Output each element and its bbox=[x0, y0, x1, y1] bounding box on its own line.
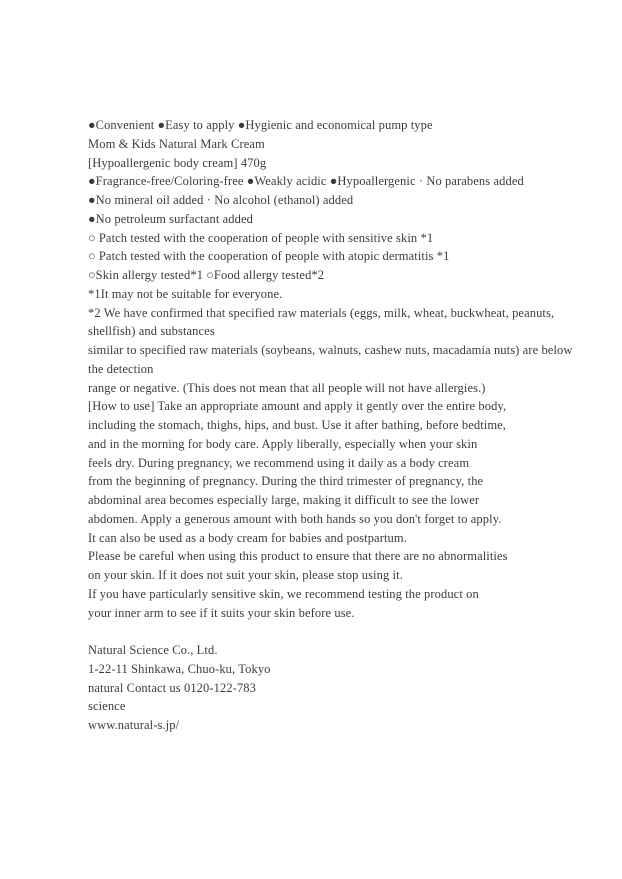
text-line bbox=[88, 679, 534, 698]
text-line bbox=[88, 641, 534, 660]
text-line bbox=[88, 622, 534, 641]
text-line bbox=[88, 304, 555, 323]
text-line-content: ○Skin allergy tested*1 ○Food allergy tested*2 bbox=[88, 268, 325, 282]
text-line bbox=[88, 716, 534, 735]
text-line bbox=[88, 247, 534, 266]
text-line-content: [Hypoallergenic body cream] 470g bbox=[88, 155, 267, 170]
text-line-content: Natural Science Co., Ltd. bbox=[88, 643, 218, 657]
text-line-content: similar to specified raw materials (soybeans, walnuts, cashew nuts, macadamia nuts) are below bbox=[88, 343, 573, 357]
text-line bbox=[88, 491, 534, 510]
text-line bbox=[88, 547, 534, 566]
document-body bbox=[88, 116, 573, 735]
text-line bbox=[88, 472, 534, 491]
text-line bbox=[88, 154, 534, 173]
text-line-content: *1It may not be suitable for everyone. bbox=[88, 286, 283, 301]
text-line-content: ○ Patch tested with the cooperation of people with sensitive skin *1 bbox=[88, 230, 434, 245]
text-line bbox=[88, 566, 534, 585]
text-line bbox=[88, 360, 534, 379]
text-line bbox=[88, 397, 534, 416]
text-line bbox=[88, 697, 534, 716]
text-line bbox=[88, 416, 534, 435]
text-line bbox=[88, 229, 534, 248]
text-line bbox=[88, 191, 534, 210]
text-line bbox=[88, 266, 534, 285]
text-line-content: abdominal area becomes especially large, making it difficult to see the lower bbox=[88, 493, 480, 507]
text-line bbox=[88, 435, 534, 454]
text-line-content: It can also be used as a body cream for babies and postpartum. bbox=[88, 530, 407, 545]
text-line-content: ●Convenient ●Easy to apply ●Hygienic and economical pump type bbox=[88, 118, 433, 132]
text-line-content: from the beginning of pregnancy. During the third trimester of pregnancy, the bbox=[88, 474, 484, 489]
text-line-content: your inner arm to see if it suits your skin before use. bbox=[88, 605, 355, 620]
text-line-content: shellfish) and substances bbox=[88, 324, 215, 339]
text-line bbox=[88, 135, 534, 154]
text-line-content: range or negative. (This does not mean that all people will not have allergies.) bbox=[88, 380, 486, 395]
text-line-content: www.natural-s.jp/ bbox=[88, 718, 180, 732]
text-line-content: including the stomach, thighs, hips, and bust. Use it after bathing, before bedtime, bbox=[88, 418, 507, 432]
text-line-content: the detection bbox=[88, 361, 154, 376]
text-line bbox=[88, 116, 534, 135]
text-line-content: natural Contact us 0120-122-783 bbox=[88, 680, 256, 695]
text-line-content: science bbox=[88, 699, 126, 714]
text-line-content: feels dry. During pregnancy, we recommend using it daily as a body cream bbox=[88, 455, 470, 470]
text-line-content: Mom & Kids Natural Mark Cream bbox=[88, 136, 265, 151]
text-line-content: abdomen. Apply a generous amount with both hands so you don't forget to apply. bbox=[88, 511, 502, 526]
text-line-content: [How to use] Take an appropriate amount and apply it gently over the entire body, bbox=[88, 399, 507, 414]
text-line bbox=[88, 510, 534, 529]
text-line bbox=[88, 210, 534, 229]
text-line-content: *2 We have confirmed that specified raw materials (eggs, milk, wheat, buckwheat, peanuts, bbox=[88, 305, 555, 320]
text-line bbox=[88, 529, 534, 548]
text-line bbox=[88, 341, 573, 360]
text-line-content: 1-22-11 Shinkawa, Chuo-ku, Tokyo bbox=[88, 661, 271, 676]
text-line-content: ○ Patch tested with the cooperation of people with atopic dermatitis *1 bbox=[88, 249, 450, 264]
text-line bbox=[88, 379, 534, 398]
text-line-content: ●Fragrance-free/Coloring-free ●Weakly acidic ●Hypoallergenic · No parabens added bbox=[88, 174, 524, 189]
text-line-content: If you have particularly sensitive skin, we recommend testing the product on bbox=[88, 586, 479, 601]
text-line bbox=[88, 285, 534, 304]
text-line bbox=[88, 660, 534, 679]
text-line-content: ●No mineral oil added · No alcohol (ethanol) added bbox=[88, 193, 354, 207]
text-line bbox=[88, 172, 534, 191]
text-line-content: and in the morning for body care. Apply liberally, especially when your skin bbox=[88, 436, 478, 451]
text-line-content: Please be careful when using this product to ensure that there are no abnormalities bbox=[88, 549, 508, 564]
text-line-content: ●No petroleum surfactant added bbox=[88, 211, 254, 226]
text-line-content: on your skin. If it does not suit your skin, please stop using it. bbox=[88, 568, 403, 582]
text-line bbox=[88, 585, 534, 604]
text-line bbox=[88, 322, 534, 341]
text-line bbox=[88, 604, 534, 623]
text-line bbox=[88, 454, 534, 473]
